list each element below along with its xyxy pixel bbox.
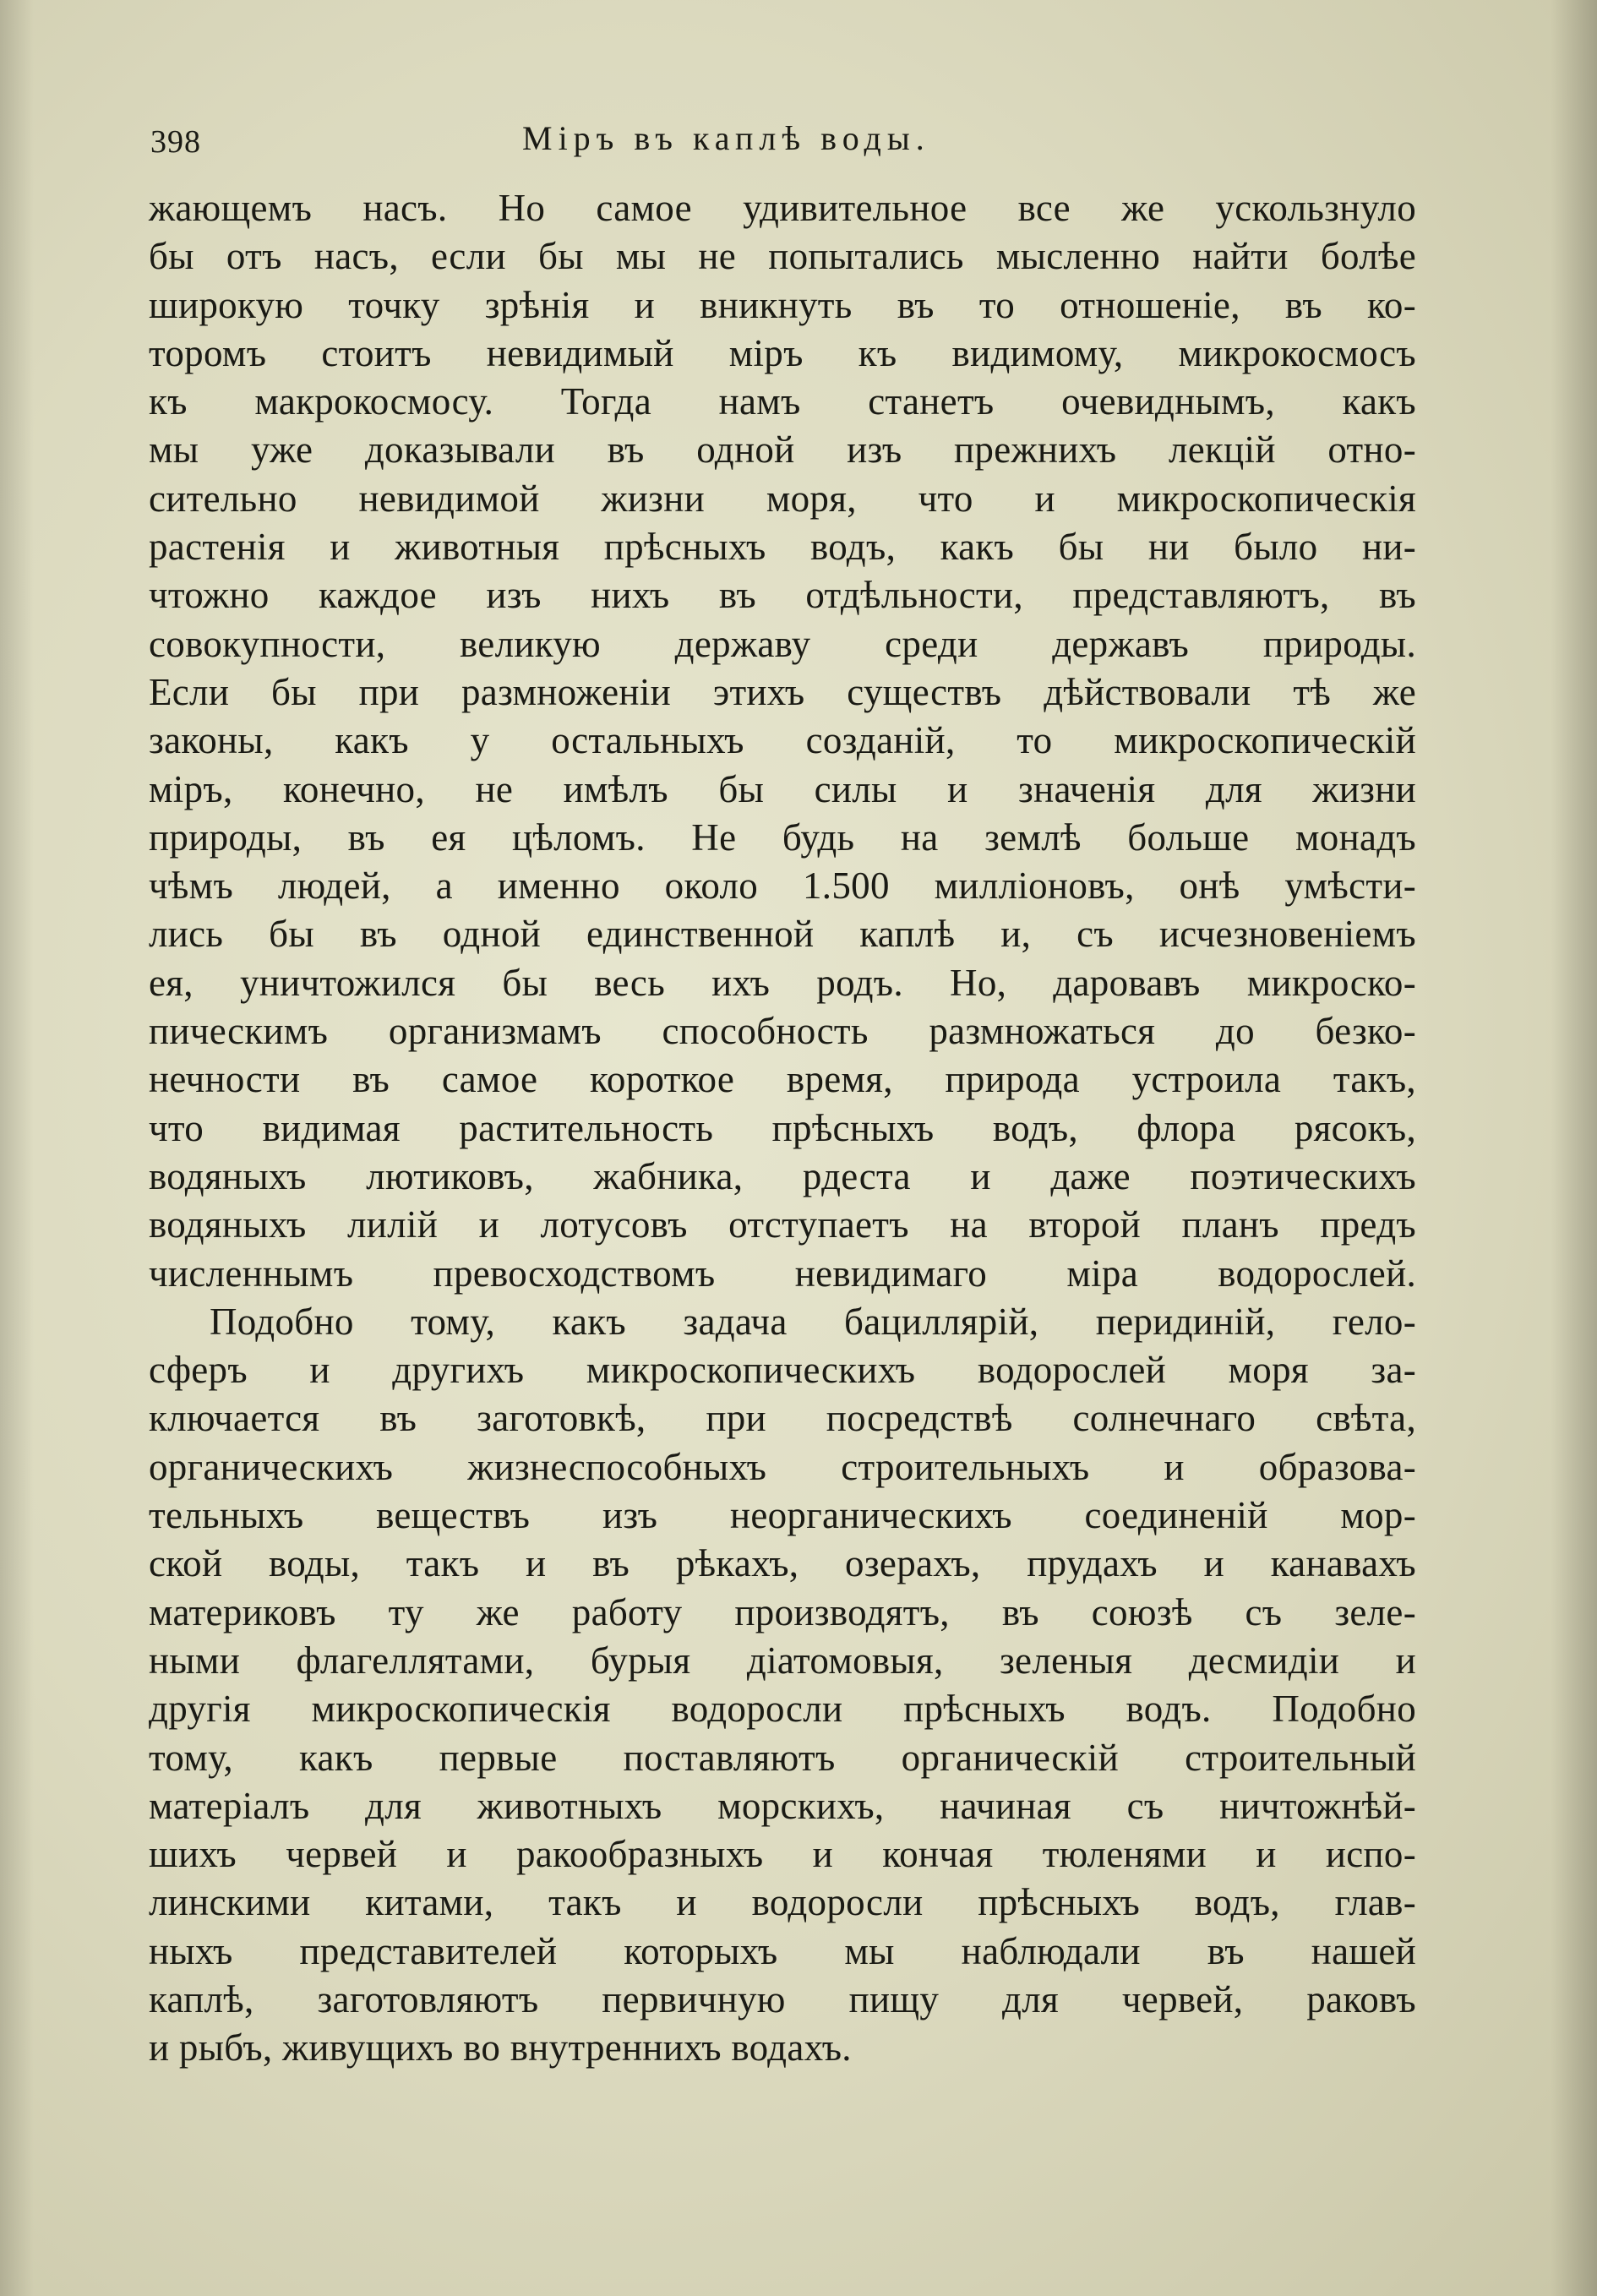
- text-line: ской воды, такъ и въ рѣкахъ, озерахъ, прудахъ и канавахъ: [149, 1542, 1416, 1585]
- text-line: совокупности, великую державу среди державъ природы.: [149, 622, 1416, 665]
- text-line: материковъ ту же работу производятъ, въ союзѣ съ зеле-: [149, 1590, 1416, 1633]
- page-header: [150, 118, 1418, 169]
- text-line: мы уже доказывали въ одной изъ прежнихъ лекцій отно-: [149, 428, 1416, 472]
- text-line: бы отъ насъ, если бы мы не попытались мысленно найти болѣе: [149, 235, 1416, 278]
- text-line: водяныхъ лютиковъ, жабника, рдеста и даже поэтическихъ: [149, 1154, 1416, 1197]
- text-line: линскими китами, такъ и водоросли прѣсныхъ водъ, глав-: [149, 1881, 1416, 1924]
- text-line: каплѣ, заготовляютъ первичную пищу для червей, раковъ: [149, 1977, 1416, 2021]
- text-line: Если бы при размноженіи этихъ существъ дѣйствовали тѣ же: [149, 670, 1416, 713]
- running-title: Міръ въ каплѣ воды.: [522, 119, 930, 157]
- page-left-shadow: [0, 0, 34, 2296]
- text-line: къ макрокосмосу. Тогда намъ станетъ очевиднымъ, какъ: [149, 380, 1416, 423]
- text-line: растенія и животныя прѣсныхъ водъ, какъ бы ни было ни-: [149, 526, 1416, 569]
- text-line: матеріалъ для животныхъ морскихъ, начиная съ ничтожнѣй-: [149, 1784, 1416, 1827]
- text-line: ныхъ представителей которыхъ мы наблюдали въ нашей: [149, 1929, 1416, 1972]
- text-line: ея, уничтожился бы весь ихъ родъ. Но, даровавъ микроско-: [149, 961, 1416, 1004]
- text-line: жающемъ насъ. Но самое удивительное все же ускользнуло: [149, 187, 1416, 229]
- text-line: чтожно каждое изъ нихъ въ отдѣльности, представляютъ, въ: [149, 574, 1416, 617]
- text-line: ными флагеллятами, бурыя діатомовыя, зеленыя десмидіи и: [149, 1639, 1416, 1682]
- text-line: нечности въ самое короткое время, природа устроила такъ,: [149, 1058, 1416, 1101]
- text-line: Подобно тому, какъ задача бациллярій, перидиній, гело-: [210, 1300, 1416, 1343]
- page-right-shadow: [1551, 0, 1597, 2296]
- body-text: [149, 184, 1416, 2073]
- text-line: шихъ червей и ракообразныхъ и кончая тюленями и испо-: [149, 1833, 1416, 1876]
- paragraph-1: [149, 184, 1416, 1298]
- text-line: что видимая растительность прѣсныхъ водъ, флора рясокъ,: [149, 1106, 1416, 1149]
- text-line: и рыбъ, живущихъ во внутреннихъ водахъ.: [149, 2026, 852, 2070]
- text-line: торомъ стоитъ невидимый міръ къ видимому, микрокосмосъ: [149, 331, 1416, 374]
- text-line: лись бы въ одной единственной каплѣ и, съ исчезновеніемъ: [149, 913, 1416, 956]
- text-line: природы, въ ея цѣломъ. Не будь на землѣ больше монадъ: [149, 815, 1416, 859]
- text-line: пическимъ организмамъ способность размножаться до безко-: [149, 1010, 1416, 1053]
- text-line: законы, какъ у остальныхъ созданій, то микроскопическій: [149, 719, 1416, 762]
- text-line: сительно невидимой жизни моря, что и микроскопическія: [149, 477, 1416, 520]
- text-line: численнымъ превосходствомъ невидимаго міра водорослей.: [149, 1252, 1416, 1295]
- text-line: широкую точку зрѣнія и вникнуть въ то отношеніе, въ ко-: [149, 283, 1416, 326]
- text-line: ключается въ заготовкѣ, при посредствѣ солнечнаго свѣта,: [149, 1397, 1416, 1440]
- text-line: чѣмъ людей, а именно около 1.500 милліоновъ, онѣ умѣсти-: [149, 864, 1416, 908]
- text-line: другія микроскопическія водоросли прѣсныхъ водъ. Подобно: [149, 1688, 1416, 1731]
- paragraph-2: [149, 1298, 1416, 2073]
- page-number: 398: [150, 124, 201, 160]
- text-line: сферъ и другихъ микроскопическихъ водорослей моря за-: [149, 1349, 1416, 1392]
- text-line: водяныхъ лилій и лотусовъ отступаетъ на второй планъ предъ: [149, 1203, 1416, 1246]
- text-line: тельныхъ веществъ изъ неорганическихъ соединеній мор-: [149, 1494, 1416, 1537]
- text-line: тому, какъ первые поставляютъ органическій строительный: [149, 1736, 1416, 1779]
- text-line: органическихъ жизнеспособныхъ строительныхъ и образова-: [149, 1445, 1416, 1488]
- text-line: міръ, конечно, не имѣлъ бы силы и значенія для жизни: [149, 767, 1416, 810]
